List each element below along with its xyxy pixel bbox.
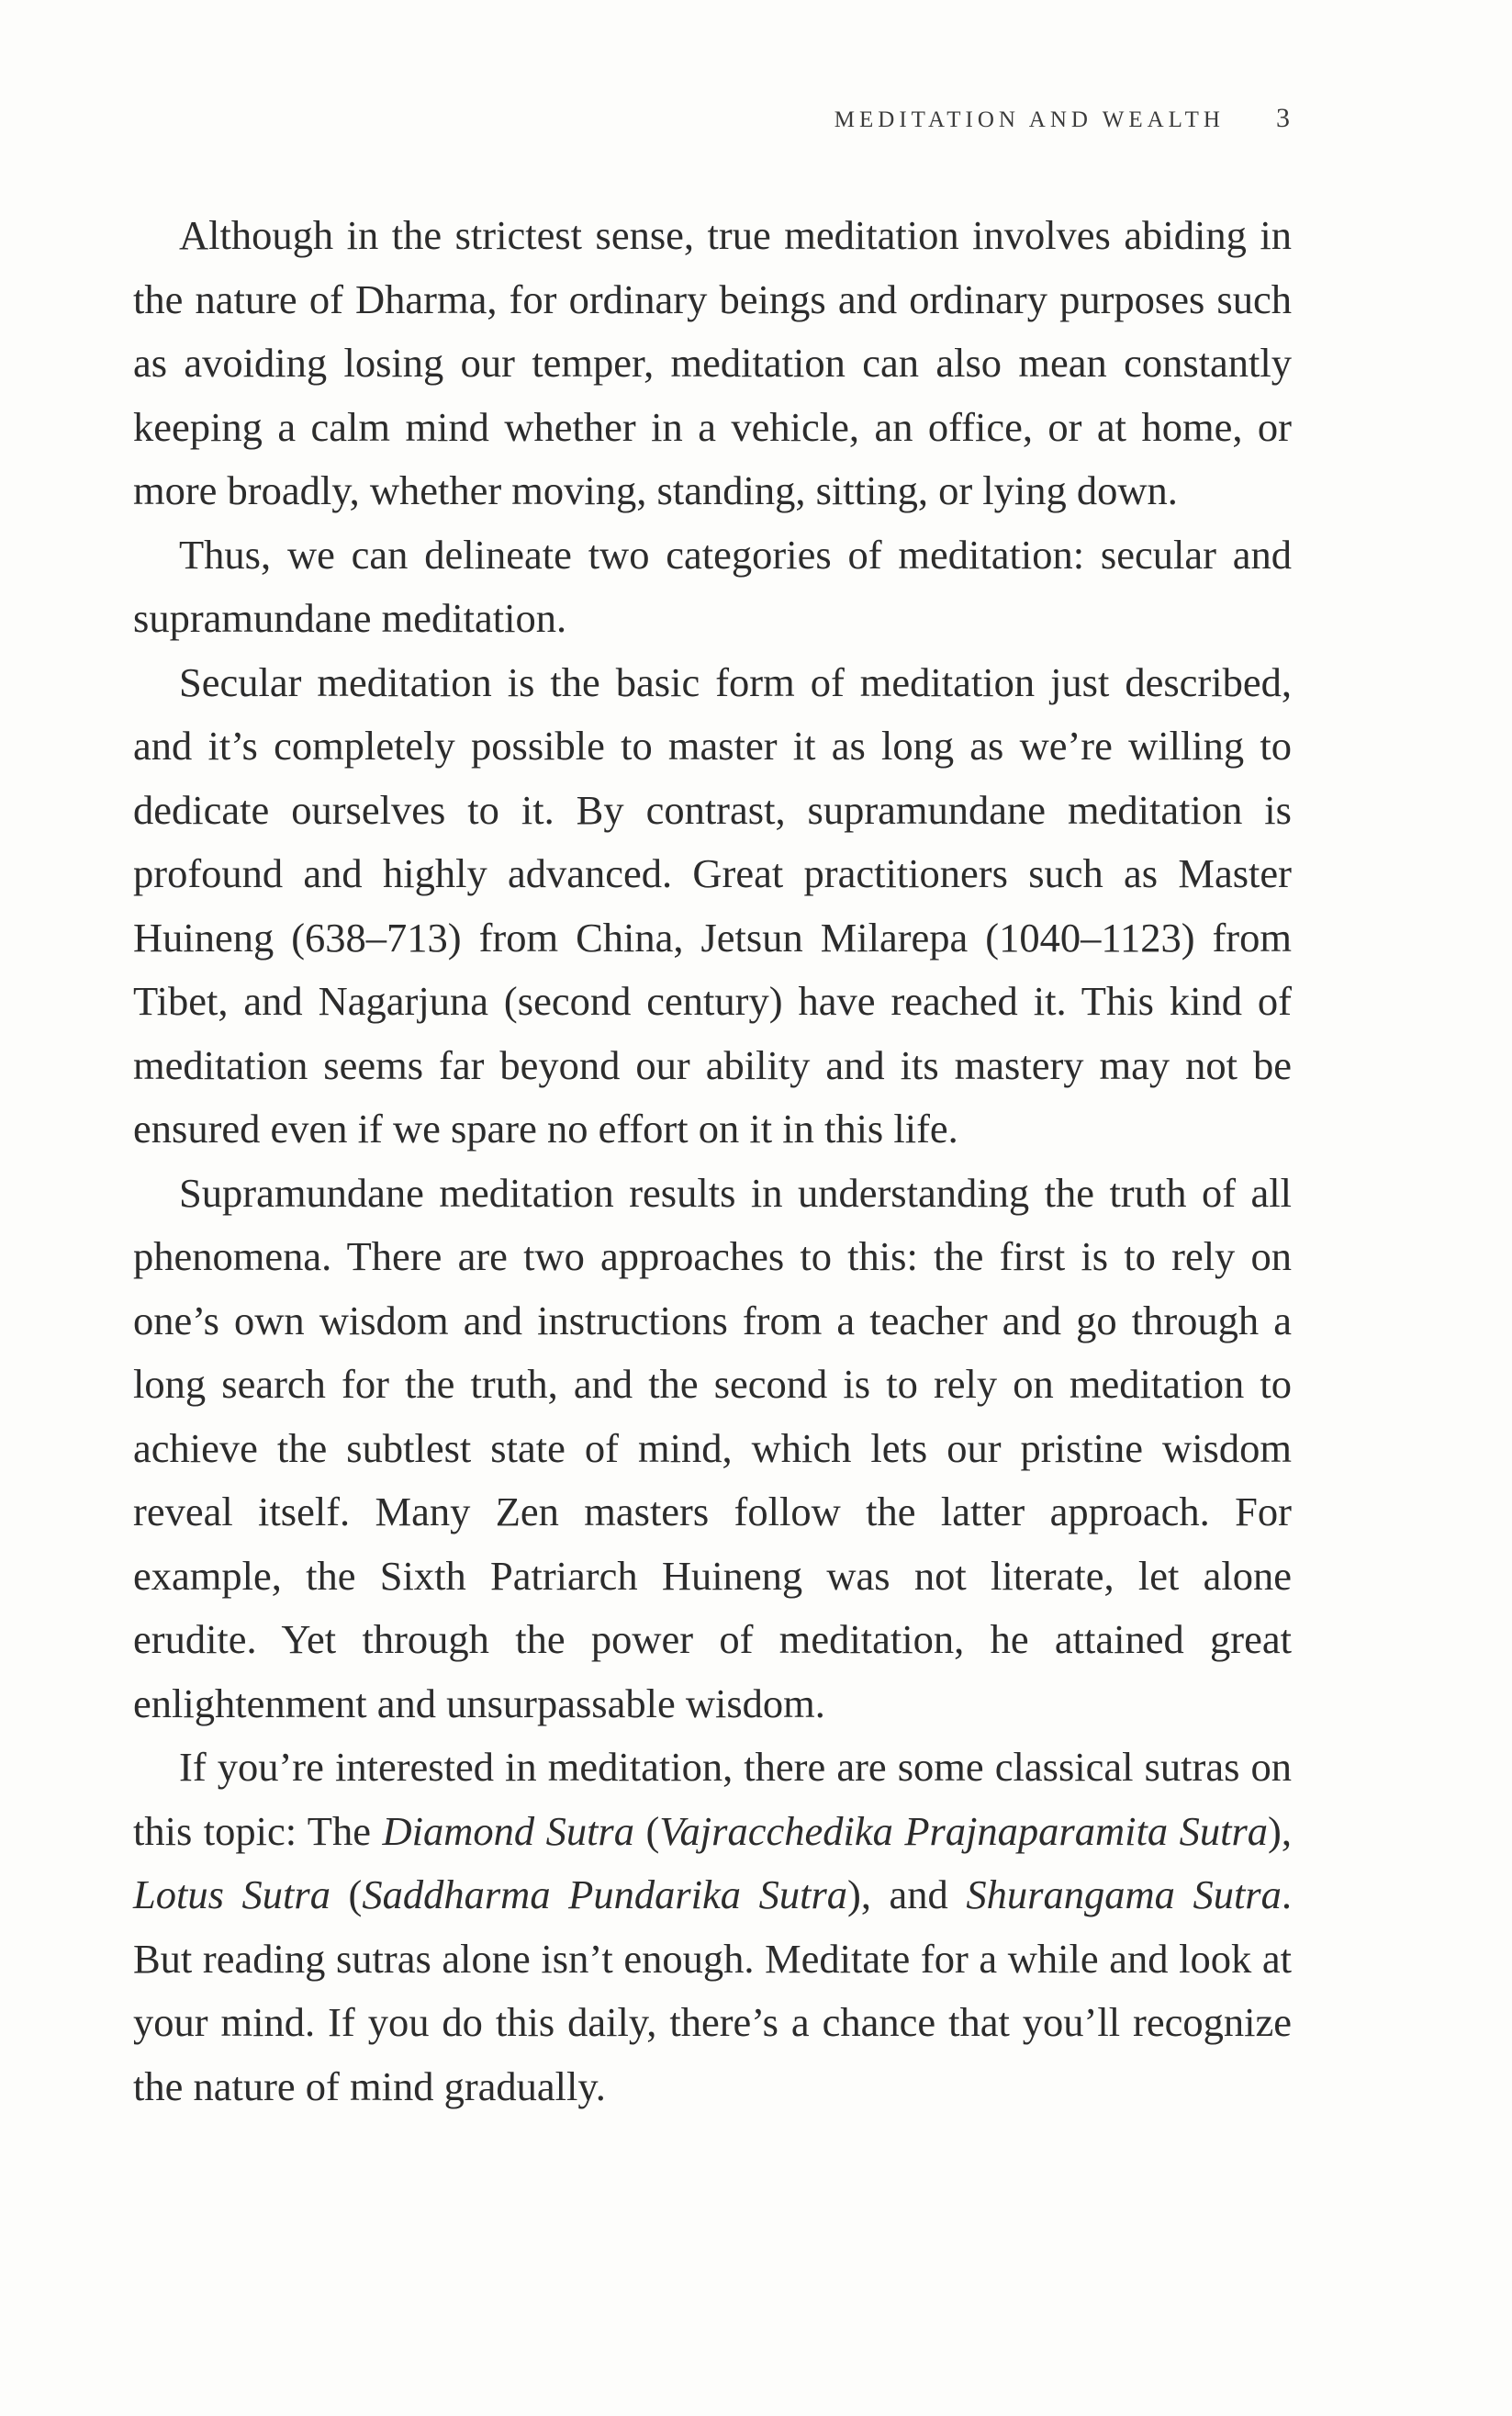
running-head: [834, 103, 1290, 134]
paragraph-4: [133, 1162, 1292, 1736]
paragraph-2: [133, 523, 1292, 651]
paragraph-text: (: [330, 1871, 363, 1917]
paragraph-text: Thus, we can delineate two categories of meditation: secular and supramundane meditation.: [133, 531, 1292, 641]
paragraph-text: ),: [1268, 1807, 1292, 1854]
body-text: [133, 204, 1292, 2118]
paragraph-5: [133, 1736, 1292, 2118]
italic-title-text: Saddharma Pundarika Sutra: [362, 1871, 848, 1917]
page-number: 3: [1276, 103, 1290, 133]
paragraph-text: (: [634, 1807, 660, 1854]
paragraph-text: Although in the strictest sense, true meditation involves abiding in the nature of Dharma, for ordinary beings and ordinary purposes such as avoiding losing our temper, meditation can also mean constantly keeping a calm mind whether in a vehicle, an office, or at home, or more broadly, whether moving, standing, sitting, or lying down.: [133, 212, 1292, 513]
italic-title-text: Shurangama Sutra: [966, 1871, 1282, 1917]
paragraph-text: ), and: [847, 1871, 967, 1917]
paragraph-text: . But reading sutras alone isn’t enough. Meditate for a while and look at your mind. If you do this daily, there’s a chance that you’ll recognize the nature of mind gradually.: [133, 1871, 1292, 2109]
running-title: MEDITATION AND WEALTH: [834, 107, 1225, 132]
italic-title-text: Vajracchedika Prajnaparamita Sutra: [659, 1807, 1269, 1854]
italic-title-text: Lotus Sutra: [133, 1871, 330, 1917]
paragraph-1: [133, 204, 1292, 523]
paragraph-text: Supramundane meditation results in understanding the truth of all phenomena. There are two approaches to this: the first is to rely on one’s own wisdom and instructions from a teacher and go through a long search for the truth, and the second is to rely on meditation to achieve the subtlest state of mind, which lets our pristine wisdom reveal itself. Many Zen masters follow the latter approach. For example, the Sixth Patriarch Huineng was not literate, let alone erudite. Yet through the power of meditation, he attained great enlightenment and unsurpassable wisdom.: [133, 1169, 1292, 1726]
italic-title-text: Diamond Sutra: [382, 1807, 634, 1854]
paragraph-text: If you’re interested in meditation, there are some classical sutras on this topic: The: [133, 1744, 1292, 1854]
paragraph-3: [133, 651, 1292, 1162]
paragraph-text: Secular meditation is the basic form of meditation just described, and it’s completely possible to master it as long as we’re willing to dedicate ourselves to it. By contrast, supramundane meditation is profound and highly advanced. Great practitioners such as Master Huineng (638–713) from China, Jetsun Milarepa (1040–1123) from Tibet, and Nagarjuna (second century) have reached it. This kind of meditation seems far beyond our ability and its mastery may not be ensured even if we spare no effort on it in this life.: [133, 658, 1292, 1152]
